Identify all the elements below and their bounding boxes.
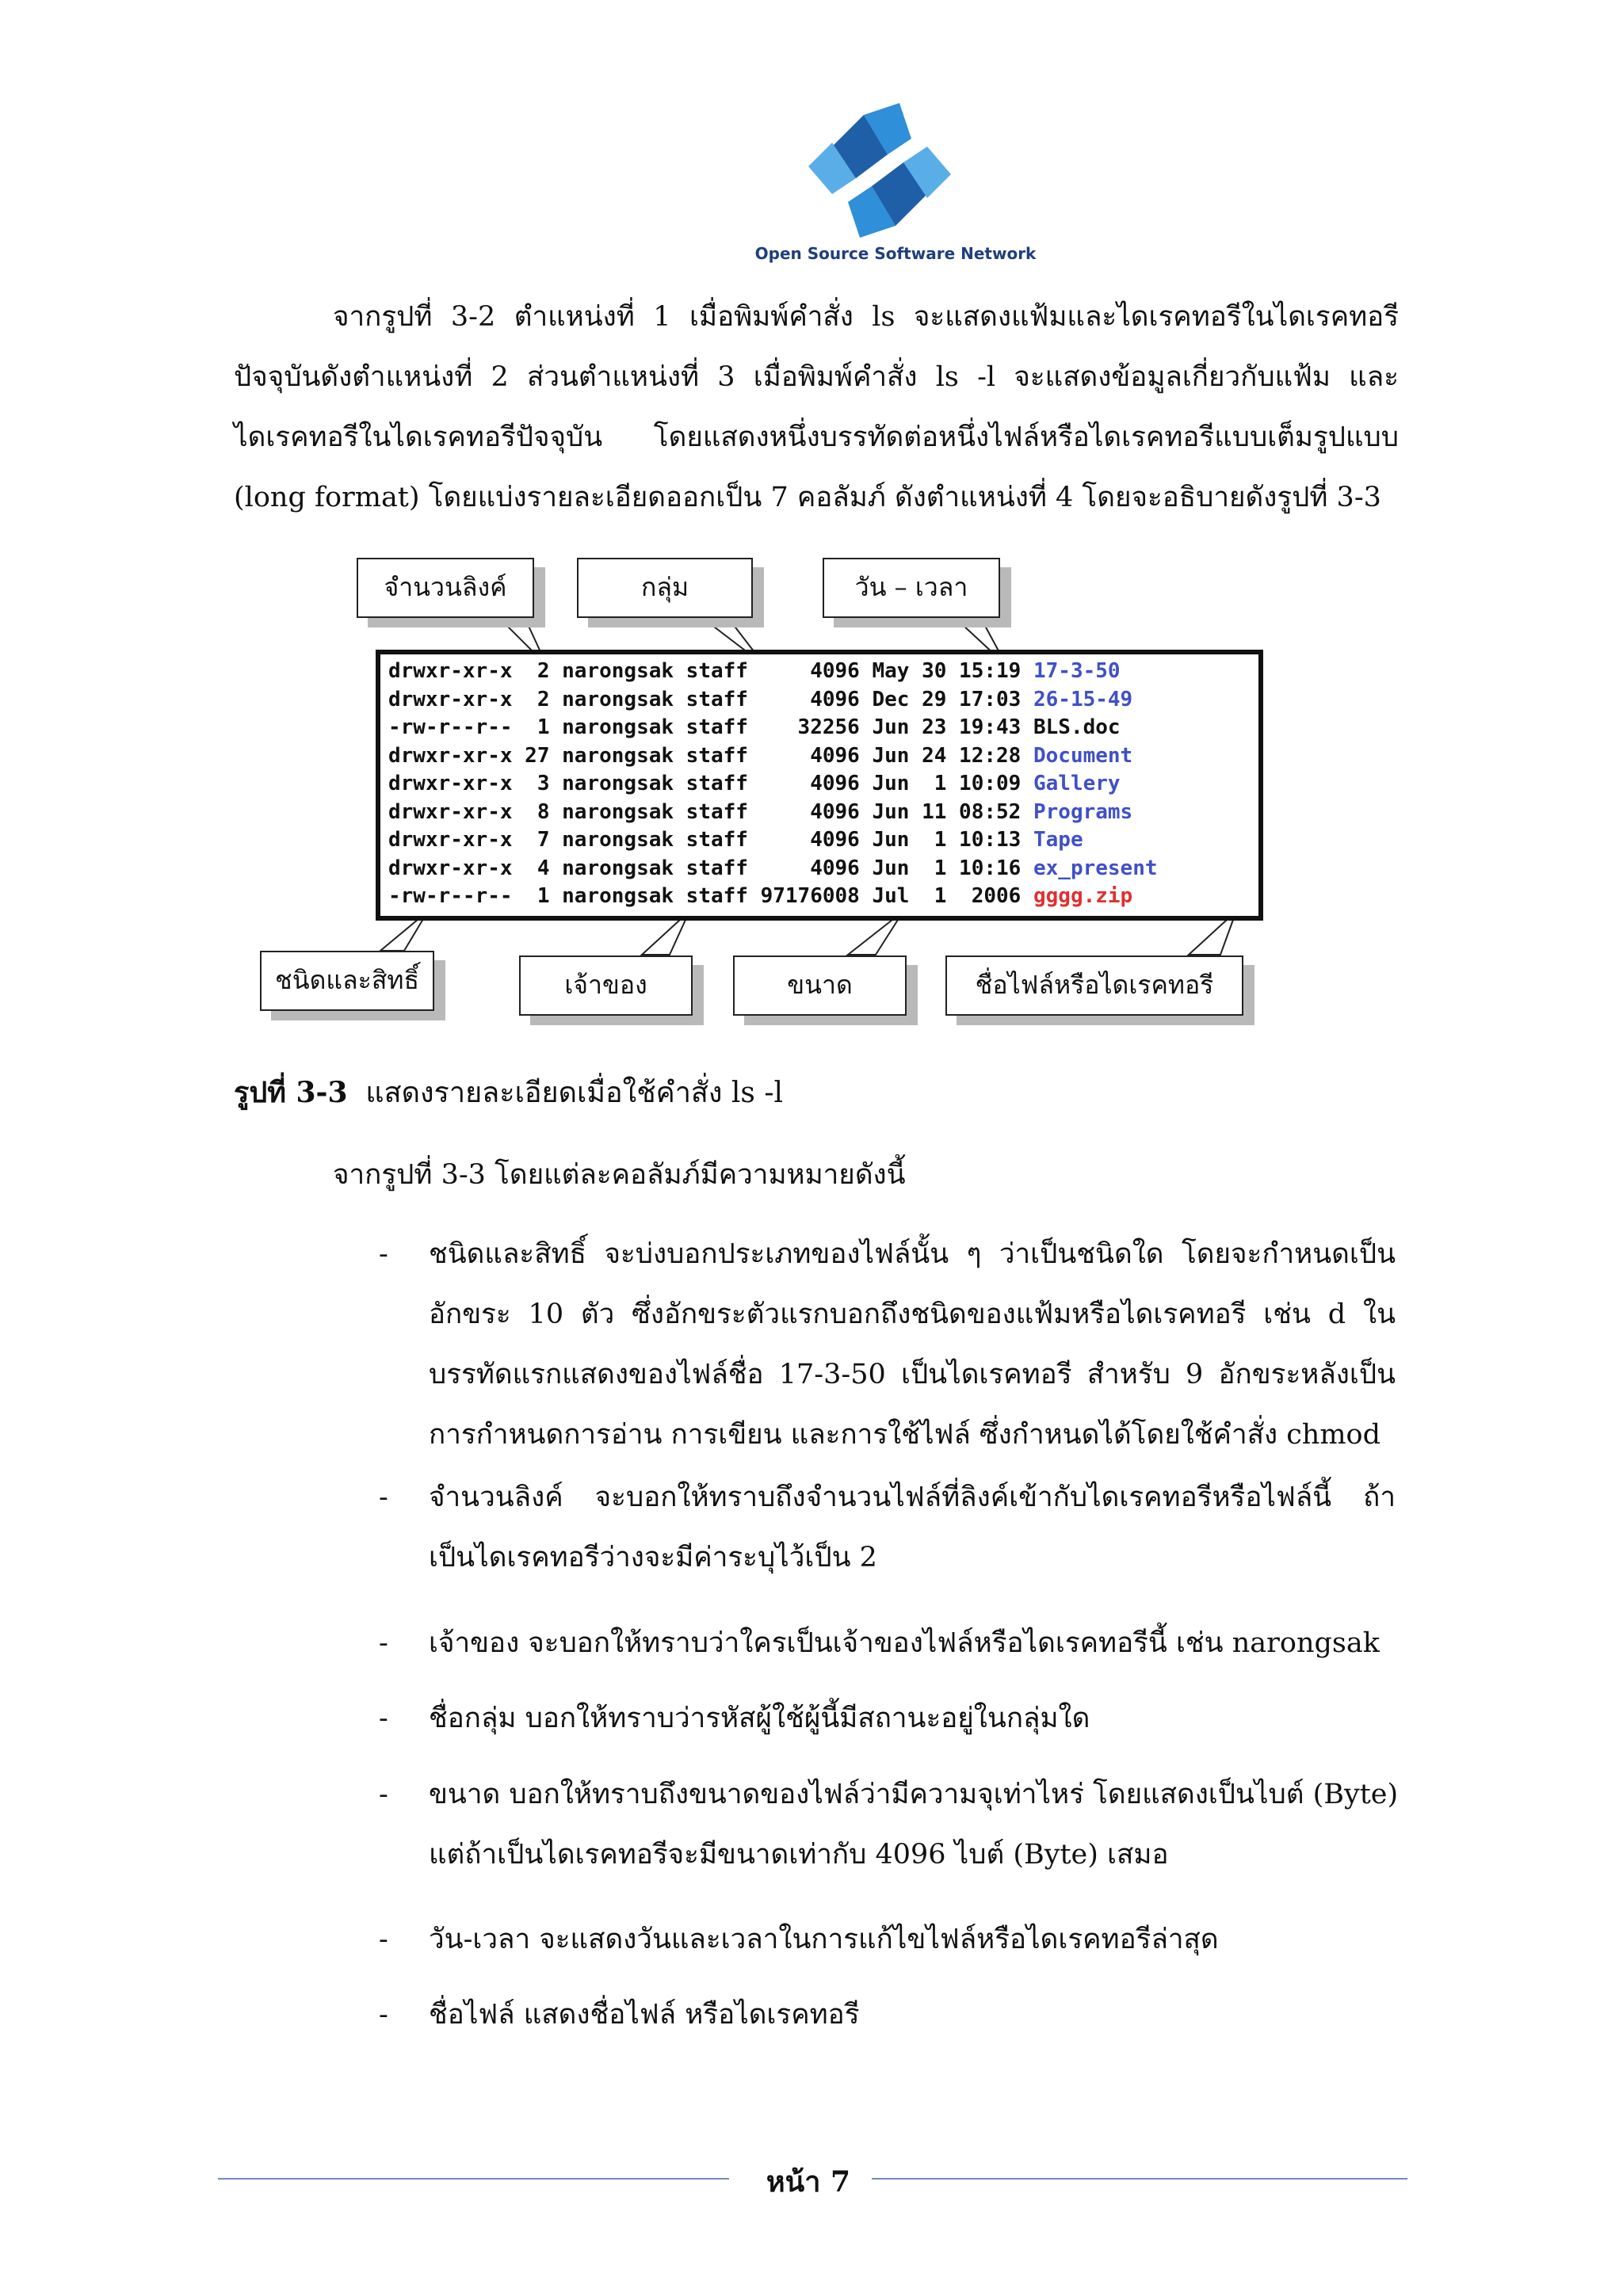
listing-row-attributes: drwxr-xr-x 4 narongsak staff 4096 Jun 1 10:16 <box>388 856 1033 880</box>
figure-caption <box>234 1070 783 1115</box>
listing-row <box>388 686 1132 714</box>
bullet-item <box>429 1613 1396 1673</box>
bullet-item <box>429 1688 1396 1749</box>
bullet-dash: - <box>379 1627 388 1659</box>
lead-sentence: จากรูปที่ 3-3 โดยแต่ละคอลัมภ์มีความหมายดังนี้ <box>333 1159 906 1191</box>
bullet-line: จำนวนลิงค์ จะบอกให้ทราบถึงจำนวนไฟล์ที่ลิงค์เข้ากับไดเรคทอรีหรือไฟล์นี้ ถ้า <box>429 1482 1396 1513</box>
bullet-item <box>429 1224 1396 1465</box>
bullet-line: ชื่อไฟล์ แสดงชื่อไฟล์ หรือไดเรคทอรี <box>429 1999 860 2031</box>
listing-row-attributes: drwxr-xr-x 2 narongsak staff 4096 Dec 29 17:03 <box>388 687 1033 711</box>
listing-row <box>388 855 1158 883</box>
bullet-line: วัน-เวลา จะแสดงวันและเวลาในการแก้ไขไฟล์หรือไดเรคทอรีล่าสุด <box>429 1924 1219 1955</box>
figure-3-3 <box>0 0 1623 1054</box>
bullet-dash: - <box>379 1703 388 1734</box>
listing-row-filename: Tape <box>1033 828 1083 852</box>
listing-row-filename: 26-15-49 <box>1033 687 1133 711</box>
callout-owner: เจ้าของ <box>519 955 693 1016</box>
listing-row-filename: Document <box>1033 743 1133 768</box>
listing-row <box>388 658 1121 685</box>
callout-group: กลุ่ม <box>577 558 753 618</box>
listing-row-attributes: drwxr-xr-x 7 narongsak staff 4096 Jun 1 10:13 <box>388 828 1033 852</box>
footer-rule-right <box>872 2178 1407 2180</box>
intro-line: (long format) โดยแบ่งรายละเอียดออกเป็น 7 คอลัมภ์ ดังตำแหน่งที่ 4 โดยจะอธิบายดังรูปที่ 3-3 <box>234 482 1381 513</box>
intro-line: ปัจจุบันดังตำแหน่งที่ 2 ส่วนตำแหน่งที่ 3 เมื่อพิมพ์คำสั่ง ls -l จะแสดงข้อมูลเกี่ยวกับแฟ้ม และ <box>234 361 1399 393</box>
listing-row-filename: gggg.zip <box>1033 884 1133 908</box>
figure-caption-label: รูปที่ 3-3 <box>234 1076 348 1109</box>
listing-row-attributes: drwxr-xr-x 2 narongsak staff 4096 May 30 15:19 <box>388 659 1033 683</box>
listing-row-attributes: drwxr-xr-x 27 narongsak staff 4096 Jun 24 12:28 <box>388 743 1033 768</box>
bullet-item <box>429 1909 1396 1970</box>
bullet-line: ชื่อกลุ่ม บอกให้ทราบว่ารหัสผู้ใช้ผู้นี้มีสถานะอยู่ในกลุ่มใด <box>429 1703 1090 1734</box>
bullet-line: เป็นไดเรคทอรีว่างจะมีค่าระบุไว้เป็น 2 <box>429 1542 877 1573</box>
intro-line: ไดเรคทอรีในไดเรคทอรีปัจจุบัน โดยแสดงหนึ่งบรรทัดต่อหนึ่งไฟล์หรือไดเรคทอรีแบบเต็มรูปแบบ <box>234 421 1399 453</box>
bullet-dash: - <box>379 1238 388 1270</box>
listing-row <box>388 714 1121 742</box>
callout-filename: ชื่อไฟล์หรือไดเรคทอรี <box>945 955 1243 1016</box>
bullet-line: บรรทัดแรกแสดงของไฟล์ชื่อ 17-3-50 เป็นไดเรคทอรี สำหรับ 9 อักขระหลังเป็น <box>429 1359 1396 1390</box>
figure-caption-text: แสดงรายละเอียดเมื่อใช้คำสั่ง ls -l <box>365 1077 784 1109</box>
listing-row-attributes: drwxr-xr-x 8 narongsak staff 4096 Jun 11 08:52 <box>388 799 1033 824</box>
listing-row <box>388 742 1132 770</box>
terminal-listing <box>376 650 1263 921</box>
bullet-dash: - <box>379 1999 388 2031</box>
bullet-dash: - <box>379 1779 388 1810</box>
bullet-dash: - <box>379 1482 388 1513</box>
bullet-line: แต่ถ้าเป็นไดเรคทอรีจะมีขนาดเท่ากับ 4096 ไบต์ (Byte) เสมอ <box>429 1839 1169 1871</box>
listing-row-filename: Programs <box>1033 799 1133 824</box>
listing-row-filename: ex_present <box>1033 856 1158 880</box>
bullet-item <box>429 1764 1399 1885</box>
callout-size: ขนาด <box>733 955 907 1016</box>
listing-row-attributes: -rw-r--r-- 1 narongsak staff 97176008 Jul 1 2006 <box>388 884 1033 908</box>
callout-type-permission: ชนิดและสิทธิ์ <box>260 951 434 1011</box>
bullet-line: อักขระ 10 ตัว ซึ่งอักขระตัวแรกบอกถึงชนิดของแฟ้มหรือไดเรคทอรี เช่น d ใน <box>429 1299 1396 1330</box>
callout-links: จำนวนลิงค์ <box>357 558 534 618</box>
listing-row-attributes: -rw-r--r-- 1 narongsak staff 32256 Jun 23 19:43 <box>388 715 1033 739</box>
listing-row <box>388 770 1121 798</box>
bullet-line: การกำหนดการอ่าน การเขียน และการใช้ไฟล์ ซึ่งกำหนดได้โดยใช้คำสั่ง chmod <box>429 1419 1381 1451</box>
listing-row-filename: 17-3-50 <box>1033 659 1121 683</box>
page-number: หน้า 7 <box>766 2165 851 2199</box>
listing-row-filename: BLS.doc <box>1033 715 1121 739</box>
footer-rule-left <box>218 2178 729 2180</box>
bullet-line: ขนาด บอกให้ทราบถึงขนาดของไฟล์ว่ามีความจุเท่าไหร่ โดยแสดงเป็นไบต์ (Byte) <box>429 1779 1399 1810</box>
bullet-line: ชนิดและสิทธิ์ จะบ่งบอกประเภทของไฟล์นั้น ๆ ว่าเป็นชนิดใด โดยจะกำหนดเป็น <box>429 1238 1396 1270</box>
listing-row-attributes: drwxr-xr-x 3 narongsak staff 4096 Jun 1 10:09 <box>388 772 1033 795</box>
bullet-line: เจ้าของ จะบอกให้ทราบว่าใครเป็นเจ้าของไฟล์หรือไดเรคทอรีนี้ เช่น narongsak <box>429 1627 1380 1659</box>
callout-datetime: วัน – เวลา <box>823 558 1000 618</box>
listing-row <box>388 883 1132 910</box>
bullet-item <box>429 1467 1396 1588</box>
bullet-item <box>429 1985 1396 2045</box>
bullet-dash: - <box>379 1924 388 1955</box>
listing-row <box>388 799 1132 826</box>
listing-row <box>388 826 1083 854</box>
intro-line: จากรูปที่ 3-2 ตำแหน่งที่ 1 เมื่อพิมพ์คำสั่ง ls จะแสดงแฟ้มและไดเรคทอรีในไดเรคทอรี <box>333 301 1399 333</box>
listing-row-filename: Gallery <box>1033 772 1121 795</box>
logo-caption: Open Source Software Network <box>754 244 1037 263</box>
